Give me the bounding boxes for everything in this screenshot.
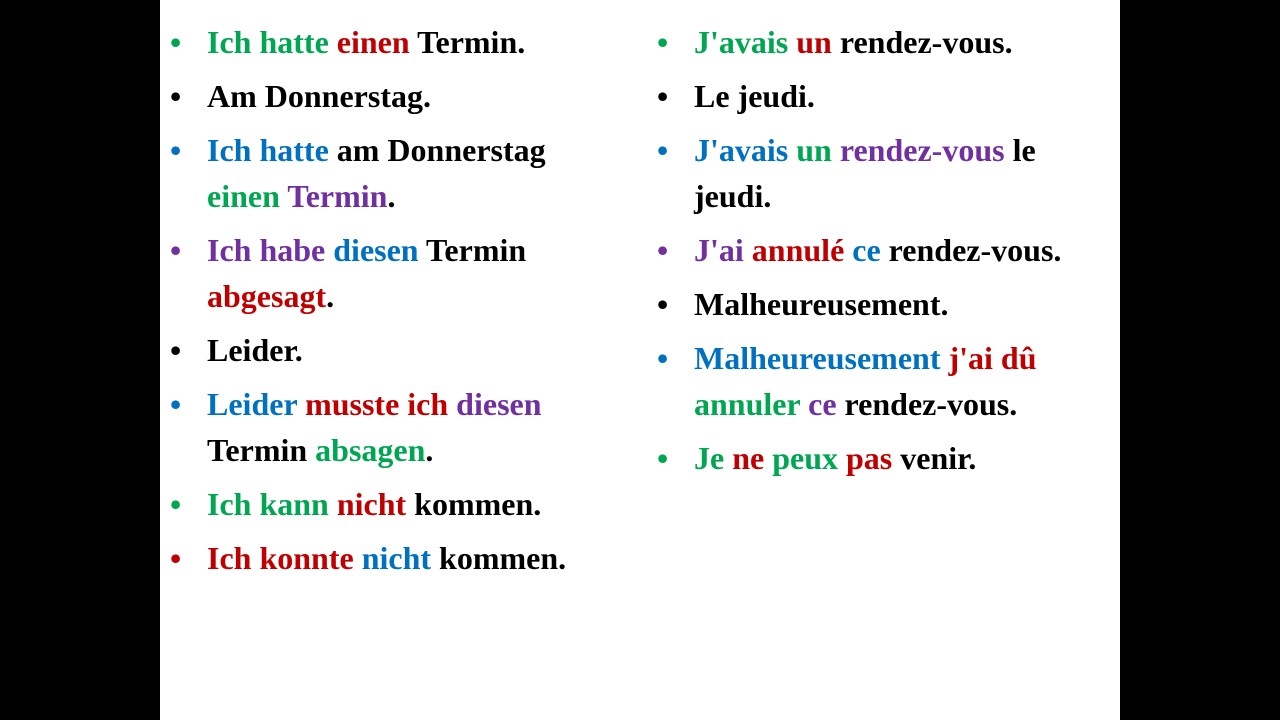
sentence-segment: Ich habe (207, 232, 334, 268)
sentence-segment: absagen (315, 432, 426, 468)
sentence-segment: ich (407, 386, 457, 422)
french-sentence-5 (657, 281, 1107, 327)
sentence-segment: j'ai dû (948, 340, 1045, 376)
sentence-segment: J'avais (694, 24, 797, 60)
german-sentence-8 (170, 535, 620, 581)
sentence-segment: . (326, 278, 335, 314)
bullet-icon: • (657, 286, 669, 322)
sentence-segment: Am Donnerstag. (207, 78, 431, 114)
sentence-segment: Termin (426, 232, 535, 268)
sentence-segment: Malheureusement (694, 340, 949, 376)
german-column (170, 19, 620, 589)
slide (160, 0, 1120, 720)
sentence-segment: Le jeudi. (694, 78, 815, 114)
sentence-segment: Leider (207, 386, 306, 422)
sentence-segment: Ich hatte (207, 24, 337, 60)
french-sentence-2 (657, 73, 1107, 119)
sentence-segment: peux (772, 440, 846, 476)
bullet-icon: • (170, 24, 182, 60)
sentence-segment: ce (808, 386, 845, 422)
french-column (657, 19, 1107, 489)
sentence-segment: kommen. (414, 486, 542, 522)
bullet-icon: • (170, 132, 182, 168)
sentence-segment: Termin. (417, 24, 526, 60)
sentence-segment: J'avais (694, 132, 797, 168)
sentence-segment: Ich konnte (207, 540, 362, 576)
sentence-segment: Je (694, 440, 733, 476)
sentence-segment: nicht (361, 540, 440, 576)
sentence-segment: ce (852, 232, 889, 268)
bullet-icon: • (170, 540, 182, 576)
sentence-segment: pas (846, 440, 901, 476)
french-sentence-4 (657, 227, 1107, 273)
sentence-segment: . (387, 178, 396, 214)
sentence-segment: einen (336, 24, 418, 60)
sentence-segment: Termin (287, 178, 388, 214)
sentence-segment: musste (305, 386, 408, 422)
sentence-segment: rendez-vous. (888, 232, 1062, 268)
sentence-segment: diesen (456, 386, 549, 422)
sentence-segment: le jeudi. (694, 132, 1044, 214)
bullet-icon: • (170, 486, 182, 522)
bullet-icon: • (657, 340, 669, 376)
sentence-segment: kommen. (439, 540, 567, 576)
sentence-segment: rendez-vous (839, 132, 1013, 168)
sentence-segment: Malheureusement. (694, 286, 949, 322)
sentence-segment: rendez-vous. (839, 24, 1013, 60)
bullet-icon: • (170, 78, 182, 114)
sentence-segment: venir. (900, 440, 977, 476)
sentence-segment: . (425, 432, 434, 468)
french-sentence-1 (657, 19, 1107, 65)
german-sentence-2 (170, 73, 620, 119)
bullet-icon: • (657, 78, 669, 114)
sentence-segment: annulé (751, 232, 853, 268)
sentence-segment: abgesagt (207, 278, 327, 314)
sentence-segment: Termin (207, 432, 316, 468)
french-sentence-7 (657, 435, 1107, 481)
sentence-segment: Leider. (207, 332, 303, 368)
bullet-icon: • (657, 24, 669, 60)
sentence-segment: nicht (336, 486, 415, 522)
german-sentence-5 (170, 327, 620, 373)
sentence-segment: annuler (694, 386, 809, 422)
sentence-segment: un (796, 24, 840, 60)
bullet-icon: • (170, 386, 182, 422)
sentence-segment: Ich kann (207, 486, 337, 522)
sentence-segment: Ich hatte (207, 132, 337, 168)
sentence-segment: einen (207, 178, 288, 214)
german-sentence-6 (170, 381, 620, 473)
german-sentence-4 (170, 227, 620, 319)
french-sentence-6 (657, 335, 1107, 427)
french-sentence-3 (657, 127, 1107, 219)
bullet-icon: • (657, 232, 669, 268)
sentence-segment: rendez-vous. (844, 386, 1018, 422)
german-sentence-3 (170, 127, 620, 219)
sentence-segment: diesen (333, 232, 427, 268)
bullet-icon: • (657, 132, 669, 168)
bullet-icon: • (170, 232, 182, 268)
bullet-icon: • (657, 440, 669, 476)
german-sentence-7 (170, 481, 620, 527)
sentence-segment: J'ai (694, 232, 752, 268)
sentence-segment: ne (732, 440, 773, 476)
bullet-icon: • (170, 332, 182, 368)
sentence-segment: un (796, 132, 840, 168)
sentence-segment: am Donnerstag (336, 132, 554, 168)
german-sentence-1 (170, 19, 620, 65)
